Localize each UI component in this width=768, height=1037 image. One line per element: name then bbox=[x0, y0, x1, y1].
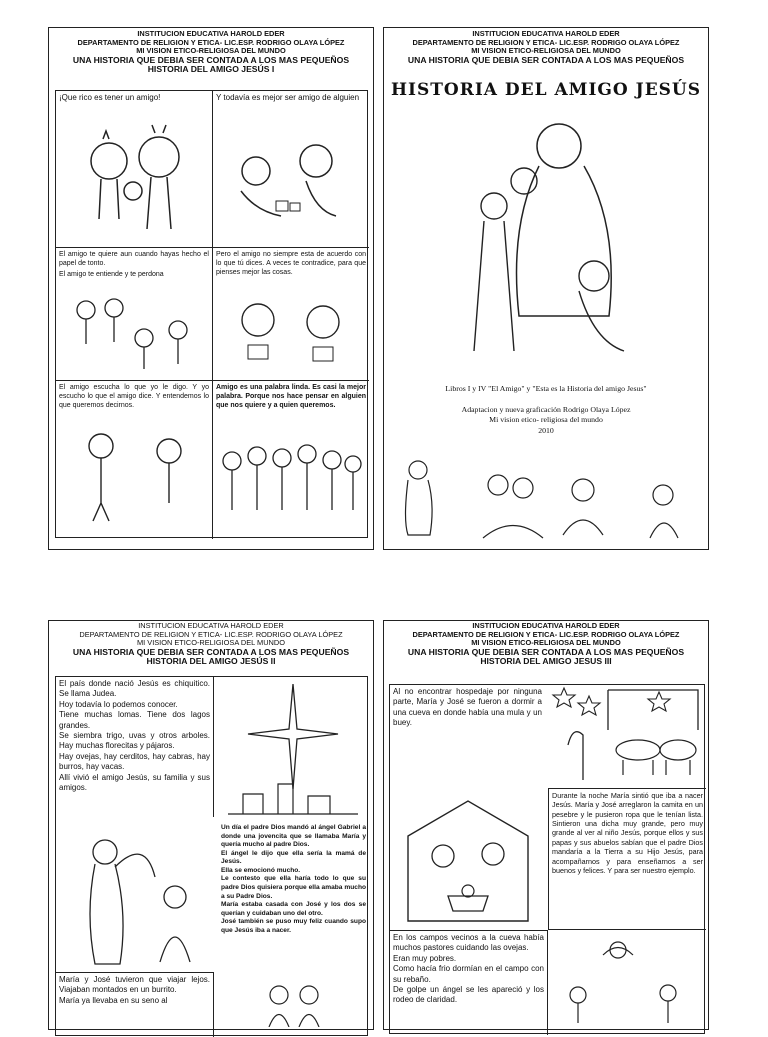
school-name: INSTITUCION EDUCATIVA HAROLD EDER bbox=[472, 29, 620, 38]
vision-line: MI VISION ETICO-RELIGIOSA DEL MUNDO bbox=[471, 46, 621, 56]
part-title: HISTORIA DEL AMIGO JESÚS II bbox=[146, 656, 276, 667]
page-header bbox=[384, 622, 708, 667]
vision-line: MI VISION ETICO-RELIGIOSA DEL MUNDO bbox=[471, 638, 621, 648]
jesus-with-children-illustration bbox=[449, 106, 649, 366]
booklet-page-3 bbox=[48, 620, 374, 1030]
booklet-page-4 bbox=[383, 620, 709, 1030]
panel-4 bbox=[213, 248, 369, 381]
vision-line: MI VISION ETICO-RELIGIOSA DEL MUNDO bbox=[137, 638, 285, 648]
panel-3 bbox=[56, 248, 213, 381]
story-line: Se siembra trigo, uvas y otros arboles. Hay muchas florecitas y pájaros. bbox=[59, 730, 210, 751]
credits bbox=[384, 384, 708, 436]
story-line: Como hacía frio dormían en el campo con su rebaño. bbox=[393, 964, 544, 984]
story-line: José también se puso muy feliz cuando supo que Jesús iba a nacer. bbox=[221, 918, 366, 934]
panel-text: El amigo escucha lo que yo le digo. Y yo escucho lo que el amigo dice. Y entendemos lo que queremos decirnos. bbox=[59, 384, 209, 410]
panel-6 bbox=[213, 381, 369, 539]
story-text bbox=[218, 822, 369, 937]
story-text bbox=[56, 677, 213, 795]
part-title: HISTORIA DEL AMIGO JESÚS I bbox=[147, 64, 275, 75]
booklet-page-2 bbox=[383, 27, 709, 550]
story-line: Hoy todavía lo podemos conocer. bbox=[59, 699, 178, 709]
credit-vision: Mi vision etico- religiosa del mundo bbox=[489, 415, 603, 425]
group-of-kids-illustration bbox=[66, 290, 201, 375]
story-line: Le contesto que ella haría todo lo que su padre Dios quisiera porque ella amaba mucho a su Padre Dios. bbox=[221, 875, 366, 900]
story-text: Durante la noche María sintió que iba a nacer Jesús. María y José arreglaron la camita en un pesebre y le pusieron ropa que le tenían lista. Sintieron una dicha muy grande, pero muy grande al ver al niño Jesús, porque ellos y sus papas y sus abuelos sabían que el padre Dios mandaría a la Tierra a su Hijo Jesús, para acompañarnos y para enseñarnos a ser buenos y felices. Y para ser nuestro ejemplo. bbox=[552, 791, 703, 875]
story-line: Ella se emocionó mucho. bbox=[221, 866, 301, 874]
listening-kids-illustration bbox=[71, 426, 196, 531]
nativity-scene-illustration bbox=[398, 796, 538, 926]
subtitle: UNA HISTORIA QUE DEBIA SER CONTADA A LOS MAS PEQUEÑOS bbox=[72, 54, 350, 65]
panel-text: ¡Que rico es tener un amigo! bbox=[59, 93, 161, 102]
story-line: Eran muy pobres. bbox=[393, 953, 457, 963]
story-text bbox=[390, 931, 547, 1008]
school-name: INSTITUCION EDUCATIVA HAROLD EDER bbox=[472, 621, 620, 630]
comic-grid bbox=[55, 90, 368, 538]
panel-5 bbox=[56, 381, 213, 539]
story-line: El país donde nació Jesús es chiquitico. Se llama Judea. bbox=[59, 679, 210, 699]
part-title: HISTORIA DEL AMIGO JESUS III bbox=[480, 656, 612, 667]
panel-text: Pero el amigo no siempre esta de acuerdo con lo que tú dices. A veces te contradice, para que pienses mejor las cosas. bbox=[216, 251, 366, 277]
story-line: María ya llevaba en su seno al bbox=[59, 995, 168, 1005]
crowd-of-kids-illustration bbox=[217, 436, 365, 531]
story-line: El ángel le dijo que ella sería la mamá de Jesús. bbox=[221, 849, 366, 866]
story-line: Tiene muchas lomas. Tiene dos lagos grandes. bbox=[59, 710, 210, 730]
credit-year: 2010 bbox=[538, 425, 554, 435]
department-line: DEPARTAMENTO DE RELIGION Y ETICA- LIC.ESP. RODRIGO OLAYA LÓPEZ bbox=[79, 629, 343, 639]
angel-shepherds-illustration bbox=[558, 935, 698, 1025]
credit-books: Libros I y IV "El Amigo" y "Esta es la Historia del amigo Jesus" bbox=[445, 384, 647, 393]
credit-adaptation: Adaptacion y nueva graficación Rodrigo Olaya López bbox=[461, 404, 631, 414]
subtitle: UNA HISTORIA QUE DEBIA SER CONTADA A LOS MAS PEQUEÑOS bbox=[72, 646, 350, 657]
panel-text-2: El amigo te entiende y te perdona bbox=[59, 271, 164, 279]
story-line: María y José tuvieron que viajar lejos. Viajaban montados en un burrito. bbox=[59, 975, 210, 995]
judea-text bbox=[56, 677, 214, 817]
annunciation-text bbox=[218, 822, 369, 972]
page-header bbox=[49, 30, 373, 75]
mary-joseph-illustration bbox=[254, 977, 334, 1027]
story-grid bbox=[55, 676, 368, 1036]
page-header bbox=[384, 30, 708, 65]
birth-text bbox=[548, 788, 706, 930]
stable-animals-illustration bbox=[548, 685, 704, 788]
nativity-panel bbox=[390, 788, 548, 930]
story-line: Hay ovejas, hay cerditos, hay cabras, hay burros, hay vacas. bbox=[59, 751, 210, 772]
two-readers-illustration bbox=[223, 290, 358, 375]
story-grid bbox=[389, 684, 705, 1034]
panel-text: Amigo es una palabra linda. Es casi la mejor palabra. Porque nos hace pensar en alguien que nos quiere y a quien queremos. bbox=[216, 384, 366, 410]
story-text bbox=[56, 973, 213, 1008]
department-line: DEPARTAMENTO DE RELIGION Y ETICA- LIC.ESP. RODRIGO OLAYA LÓPEZ bbox=[412, 629, 680, 639]
journey-text bbox=[56, 972, 214, 1037]
story-line: Un día el padre Dios mandó al ángel Gabriel a donde una jovencita que se llamaba María y quería mucho al padre Dios. bbox=[221, 824, 366, 849]
story-text: Al no encontrar hospedaje por ninguna parte, María y José se fueron a dormir a una cueva en donde había una mula y un buey. bbox=[393, 687, 542, 728]
story-line: Allí vivió el amigo Jesús, su familia y sus amigos. bbox=[59, 772, 210, 792]
children-playing-illustration bbox=[221, 131, 361, 231]
cave-text bbox=[390, 685, 545, 788]
subtitle: UNA HISTORIA QUE DEBIA SER CONTADA A LOS MAS PEQUEÑOS bbox=[407, 54, 685, 65]
school-name: INSTITUCION EDUCATIVA HAROLD EDER bbox=[138, 621, 284, 630]
angel-gabriel-illustration bbox=[60, 822, 210, 972]
story-line: De golpe un ángel se les apareció y los rodeo de claridad. bbox=[393, 984, 544, 1005]
story-line: En los campos vecinos a la cueva había muchos pastores cuidando las ovejas. bbox=[393, 933, 544, 953]
department-line: DEPARTAMENTO DE RELIGION Y ETICA- LIC.ESP. RODRIGO OLAYA LÓPEZ bbox=[412, 37, 680, 47]
star-over-town-illustration bbox=[218, 679, 368, 819]
story-line: María estaba casada con José y los dos se querían y cuidaban uno del otro. bbox=[221, 901, 366, 917]
cover-title: HISTORIA DEL AMIGO JESÚS bbox=[390, 80, 702, 100]
department-line: DEPARTAMENTO DE RELIGION Y ETICA- LIC.ESP. RODRIGO OLAYA LÓPEZ bbox=[77, 37, 345, 47]
booklet-page-1 bbox=[48, 27, 374, 550]
panel-2 bbox=[213, 91, 369, 248]
nativity-strip-illustration bbox=[388, 450, 704, 545]
page-header bbox=[49, 622, 373, 667]
shepherds-text bbox=[390, 930, 548, 1035]
subtitle: UNA HISTORIA QUE DEBIA SER CONTADA A LOS MAS PEQUEÑOS bbox=[407, 646, 685, 657]
panel-1 bbox=[56, 91, 213, 248]
vision-line: MI VISION ETICO-RELIGIOSA DEL MUNDO bbox=[136, 46, 286, 56]
school-name: INSTITUCION EDUCATIVA HAROLD EDER bbox=[137, 29, 285, 38]
panel-text: Y todavía es mejor ser amigo de alguien bbox=[216, 93, 360, 102]
panel-text: El amigo te quiere aun cuando hayas hecho el papel de tonto. bbox=[59, 251, 209, 268]
friends-illustration bbox=[71, 119, 196, 239]
